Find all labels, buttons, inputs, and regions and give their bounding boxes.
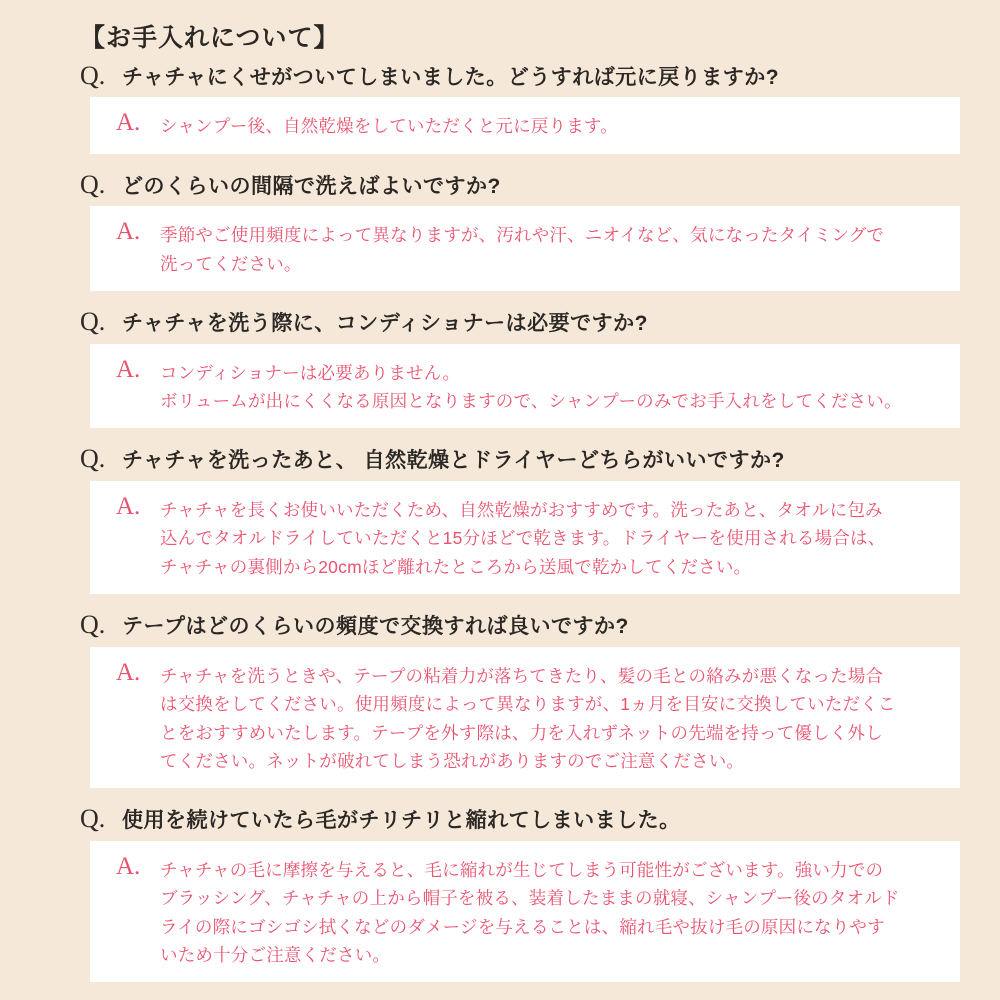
answer-panel bbox=[90, 481, 960, 594]
answer-panel bbox=[90, 344, 960, 429]
question-row bbox=[80, 307, 978, 338]
answer-text bbox=[160, 659, 896, 775]
answer-line: 洗ってください。 bbox=[160, 253, 302, 274]
answer-mark: A. bbox=[116, 355, 141, 383]
answer-text bbox=[160, 356, 902, 416]
answer-line: てください。ネットが破れてしまう恐れがありますのでご注意ください。 bbox=[160, 750, 745, 771]
answer-line: とをおすすめいたします。テープを外す際は、力を入れずネットの先端を持って優しく外し bbox=[160, 722, 883, 743]
answer-text bbox=[160, 493, 885, 581]
answer-text bbox=[160, 109, 618, 140]
answer-line: ライの際にゴシゴシ拭くなどのダメージを与えることは、縮れ毛や抜け毛の原因になりやす bbox=[160, 916, 885, 937]
faq-item bbox=[22, 444, 978, 594]
question-text: 使用を続けていたら毛がチリチリと縮れてしまいました。 bbox=[122, 809, 681, 833]
answer-line: チャチャを洗うときや、テープの粘着力が落ちてきたり、髪の毛との絡みが悪くなった場合 bbox=[160, 665, 884, 686]
answer-text bbox=[160, 218, 884, 278]
question-text: チャチャを洗ったあと、 自然乾燥とドライヤーどちらがいいですか? bbox=[122, 449, 785, 473]
answer-line: 季節やご使用頻度によって異なりますが、汚れや汗、ニオイなど、気になったタイミングで bbox=[160, 225, 885, 246]
answer-line: チャチャを長くお使いいただくため、自然乾燥がおすすめです。洗ったあと、タオルに包み bbox=[160, 500, 883, 521]
answer-text bbox=[160, 853, 900, 969]
answer-panel bbox=[90, 206, 960, 291]
answer-mark: A. bbox=[116, 852, 141, 880]
answer-mark: A. bbox=[116, 109, 141, 137]
question-mark: Q. bbox=[80, 60, 106, 90]
question-row bbox=[80, 610, 978, 641]
question-text: チャチャを洗う際に、コンディショナーは必要ですか? bbox=[122, 311, 648, 335]
question-row bbox=[80, 170, 978, 201]
question-mark: Q. bbox=[80, 804, 106, 834]
question-text: テープはどのくらいの頻度で交換すれば良いですか? bbox=[122, 615, 629, 639]
question-row bbox=[80, 444, 978, 475]
faq-item bbox=[22, 61, 978, 154]
question-mark: Q. bbox=[80, 169, 106, 199]
answer-mark: A. bbox=[116, 493, 141, 521]
question-mark: Q. bbox=[80, 306, 106, 336]
faq-item bbox=[22, 170, 978, 291]
answer-line: は交換をしてください。使用頻度によって異なりますが、1ヵ月を目安に交換していただくこ bbox=[160, 694, 896, 715]
question-text: チャチャにくせがついてしまいました。どうすれば元に戻りますか? bbox=[122, 65, 780, 89]
question-mark: Q. bbox=[80, 444, 106, 474]
answer-line: ブラッシング、チャチャの上から帽子を被る、装着したままの就寝、シャンプー後のタオルド bbox=[160, 888, 900, 909]
answer-panel bbox=[90, 841, 960, 982]
question-row bbox=[80, 804, 978, 835]
answer-line: ボリュームが出にくくなる原因となりますので、シャンプーのみでお手入れをしてください。 bbox=[160, 391, 902, 412]
answer-line: シャンプー後、自然乾燥をしていただくと元に戻ります。 bbox=[160, 116, 618, 137]
answer-mark: A. bbox=[116, 658, 141, 686]
answer-panel bbox=[90, 647, 960, 788]
question-mark: Q. bbox=[80, 610, 106, 640]
faq-item bbox=[22, 804, 978, 982]
page-title: 【お手入れについて】 bbox=[80, 24, 340, 52]
question-text: どのくらいの間隔で洗えばよいですか? bbox=[122, 174, 501, 198]
answer-panel bbox=[90, 97, 960, 153]
faq-item bbox=[22, 610, 978, 788]
answer-line: 込んでタオルドライしていただくと15分ほどで乾きます。ドライヤーを使用される場合は、 bbox=[160, 528, 886, 549]
answer-line: コンディショナーは必要ありません。 bbox=[160, 362, 461, 383]
answer-line: チャチャの裏側から20cmほど離れたところから送風で乾かしてください。 bbox=[160, 556, 752, 577]
question-row bbox=[80, 61, 978, 92]
faq-item bbox=[22, 307, 978, 428]
answer-line: チャチャの毛に摩擦を与えると、毛に縮れが生じてしまう可能性がございます。強い力での bbox=[160, 859, 884, 880]
answer-mark: A. bbox=[116, 218, 141, 246]
answer-line: いため十分ご注意ください。 bbox=[160, 944, 391, 965]
